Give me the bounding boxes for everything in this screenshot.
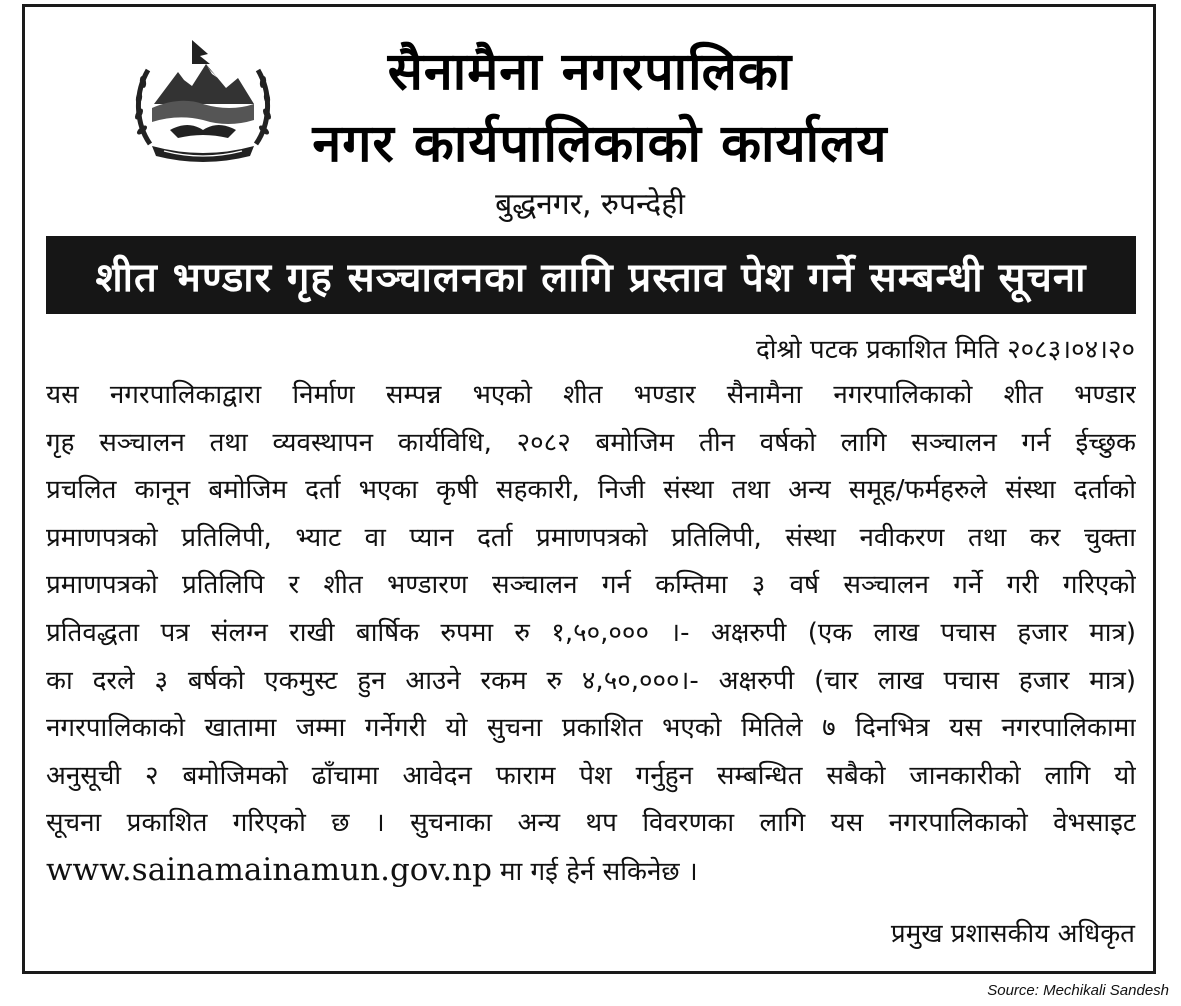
notice-body-line: प्रमाणपत्रको प्रतिलिपी, भ्याट वा प्यान दर्ता प्रमाणपत्रको प्रतिलिपी, संस्था नवीकरण तथा कर चुक्ता [46, 522, 1136, 553]
publish-date-note: दोश्रो पटक प्रकाशित मिति २०८३।०४।२० [755, 335, 1135, 365]
notice-heading: शीत भण्डार गृह सञ्चालनका लागि प्रस्ताव पेश गर्ने सम्बन्धी सूचना [95, 254, 1087, 301]
notice-website-line [46, 848, 698, 894]
notice-body-line: गृह सञ्चालन तथा व्यवस्थापन कार्यविधि, २०८२ बमोजिम तीन वर्षको लागि सञ्चालन गर्न ईच्छुक [46, 427, 1136, 458]
notice-body-line: यस नगरपालिकाद्वारा निर्माण सम्पन्न भएको शीत भण्डार सैनामैना नगरपालिकाको शीत भण्डार [46, 380, 1136, 410]
notice-body-line: प्रचलित कानून बमोजिम दर्ता भएका कृषी सहकारी, निजी संस्था तथा अन्य समूह/फर्महरुले संस्था दर्ताको [46, 475, 1136, 506]
notice-body-line: प्रमाणपत्रको प्रतिलिपि र शीत भण्डारण सञ्चालन गर्न कम्तिमा ३ वर्ष सञ्चालन गर्ने गरी गरिएको [46, 570, 1136, 601]
notice-heading-banner [46, 236, 1136, 314]
signatory-title: प्रमुख प्रशासकीय अधिकृत [890, 919, 1135, 949]
nepal-government-emblem-icon [130, 34, 276, 164]
notice-body-line: नगरपालिकाको खातामा जम्मा गर्नेगरी यो सुचना प्रकाशित भएको मितिले ७ दिनभित्र यस नगरपालिकामा [46, 713, 1136, 744]
website-link[interactable]: www.sainamainamun.gov.np [46, 852, 492, 888]
website-suffix: मा गई हेर्न सकिनेछ । [499, 857, 698, 887]
office-name: नगर कार्यपालिकाको कार्यालय [312, 114, 888, 174]
notice-body-line: सूचना प्रकाशित गरिएको छ । सुचनाका अन्य थप विवरणका लागि यस नगरपालिकाको वेभसाइट [46, 808, 1136, 839]
notice-body-line: अनुसूची २ बमोजिमको ढाँचामा आवेदन फाराम पेश गर्नुहुन सम्बन्धित सबैको जानकारीको लागि यो [46, 760, 1136, 791]
municipality-name: सैनामैना नगरपालिका [387, 42, 793, 102]
notice-body-line: प्रतिवद्धता पत्र संलग्न राखी बार्षिक रुपमा रु १,५०,००० ।- अक्षरुपी (एक लाख पचास हजार मात्र) [46, 617, 1136, 648]
notice-body [46, 372, 1136, 848]
office-location: बुद्धनगर, रुपन्देही [495, 187, 685, 222]
source-credit: Source: Mechikali Sandesh [987, 982, 1169, 999]
notice-body-line: का दरले ३ बर्षको एकमुस्ट हुन आउने रकम रु ४,५०,०००।- अक्षरुपी (चार लाख पचास हजार मात्र) [46, 665, 1136, 696]
